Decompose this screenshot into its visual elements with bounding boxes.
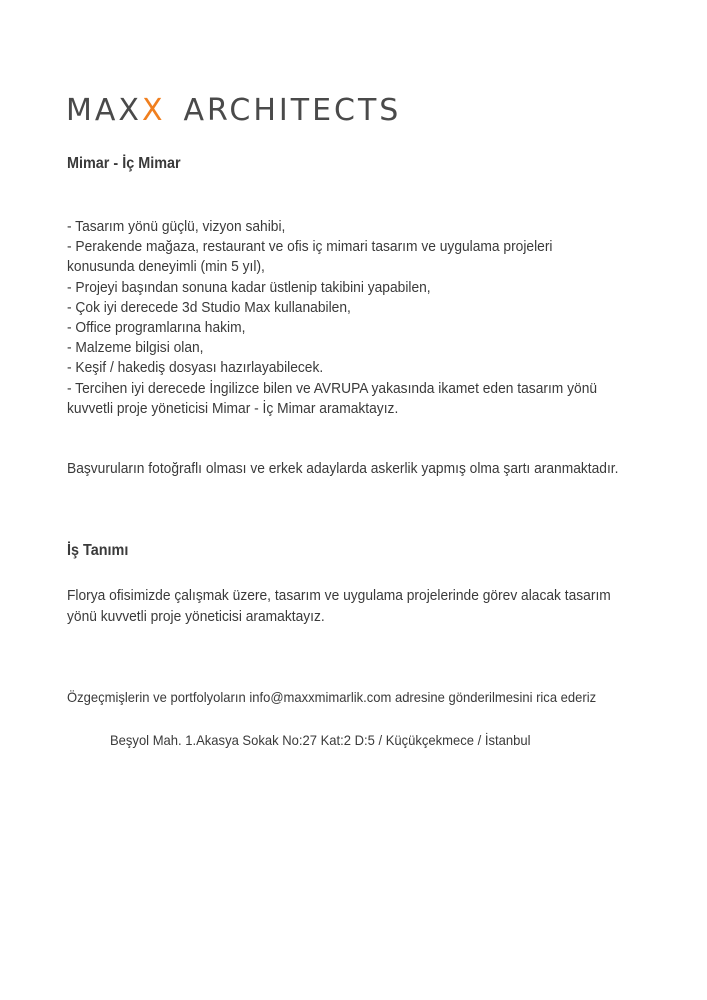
requirement-item: - Çok iyi derecede 3d Studio Max kullanabilen, (67, 298, 351, 316)
logo-text-architects: ARCHITECTS (183, 93, 402, 128)
requirement-item: - Tasarım yönü güçlü, vizyon sahibi, (67, 218, 286, 235)
requirements-list (67, 217, 619, 419)
job-description-text: Florya ofisimizde çalışmak üzere, tasarım ve uygulama projelerinde görev alacak tasarım yönü kuvvetli proje yöneticisi aramaktayız. (67, 587, 611, 625)
job-description-title: İş Tanımı (67, 542, 129, 559)
requirement-item: - Malzeme bilgisi olan, (67, 339, 204, 357)
requirement-item: - Projeyi başından sonuna kadar üstlenip takibini yapabilen, (67, 278, 431, 296)
logo-text-max: MAX (66, 93, 142, 128)
requirement-item: - Keşif / hakediş dosyası hazırlayabilecek. (67, 359, 324, 377)
requirement-item: - Tercihen iyi derecede İngilizce bilen ve AVRUPA yakasında ikamet eden tasarım yönü kuvvetli proje yöneticisi Mimar - İç Mimar aramaktayız. (67, 379, 598, 417)
requirement-item: - Perakende mağaza, restaurant ve ofis iç mimari tasarım ve uygulama projeleri konusunda deneyimli (min 5 yıl), (67, 238, 553, 276)
company-logo (66, 95, 466, 127)
application-note: Başvuruların fotoğraflı olması ve erkek adaylarda askerlik yapmış olma şartı aranmaktadır. (67, 460, 619, 477)
job-title: Mimar - İç Mimar (67, 155, 181, 172)
requirement-item: - Office programlarına hakim, (67, 319, 246, 337)
logo-text-x: X (141, 93, 166, 128)
apply-instructions: Özgeçmişlerin ve portfolyoların info@maxxmimarlik.com adresine gönderilmesini rica ederiz (67, 689, 597, 705)
company-address: Beşyol Mah. 1.Akasya Sokak No:27 Kat:2 D:5 / Küçükçekmece / İstanbul (110, 732, 531, 748)
